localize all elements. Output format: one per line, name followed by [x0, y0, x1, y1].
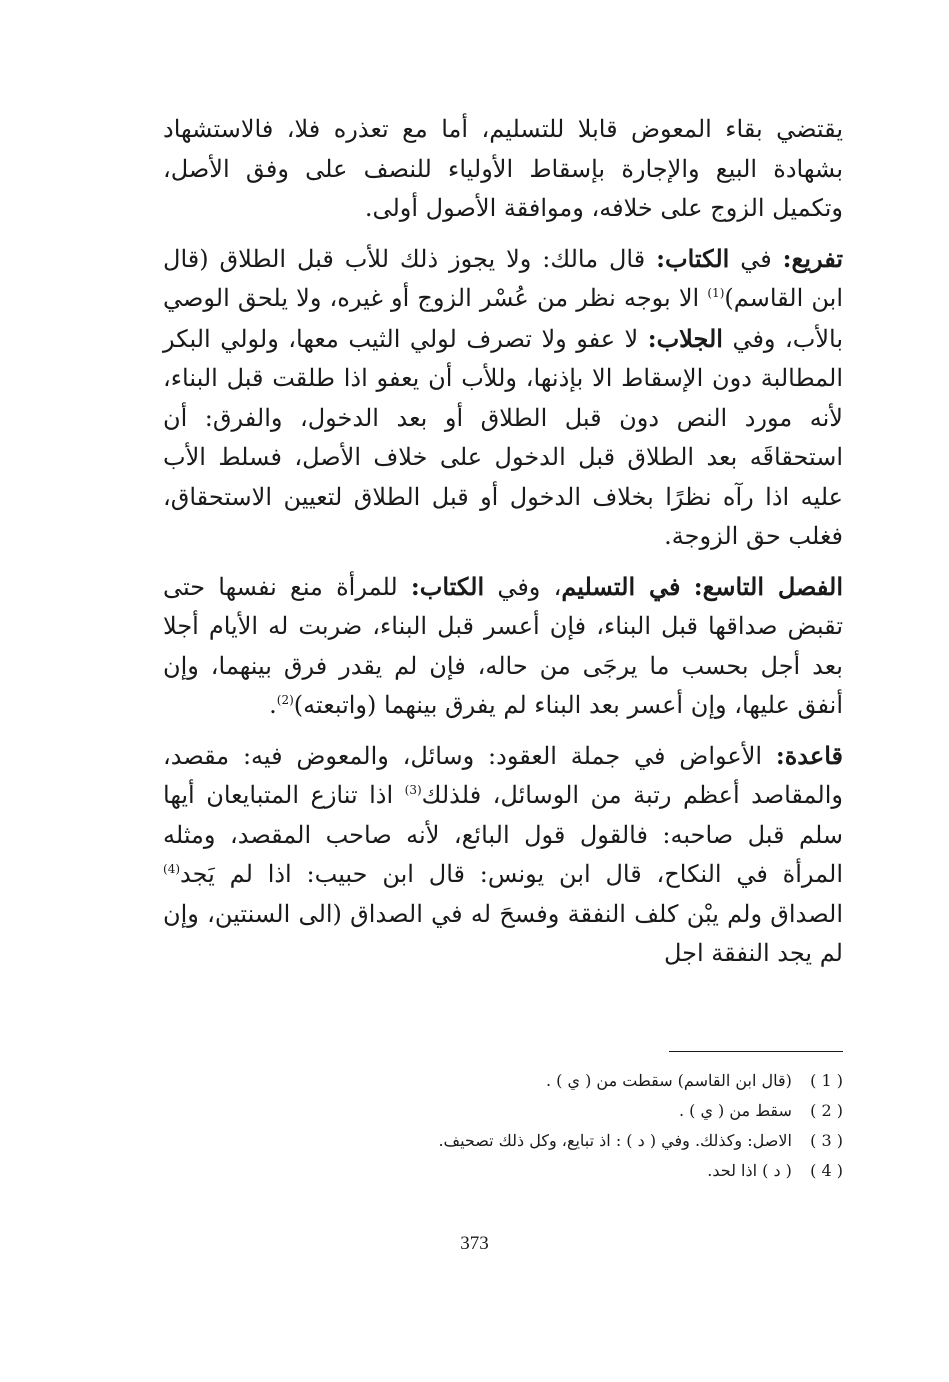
- paragraph-3-subject: في التسليم: [561, 571, 681, 601]
- paragraph-1: [163, 110, 843, 229]
- footnote-1-text: (قال ابن القاسم) سقطت من ( ي ) .: [545, 1071, 792, 1090]
- footnote-ref-2[interactable]: (2): [276, 693, 294, 707]
- paragraph-2-source-2: الجلاب:: [647, 323, 723, 353]
- paragraph-2-source: الكتاب:: [656, 243, 730, 273]
- paragraph-3-heading: الفصل التاسع:: [693, 571, 843, 601]
- paragraph-3-space: [681, 573, 694, 601]
- footnote-divider: [669, 1051, 843, 1052]
- paragraph-2-text-c: لا عفو ولا تصرف لولي الثيب معها، ولولي البكر المطالبة دون الإسقاط الا بإذنها، وللأب أن يعفو اذا طلقت قبل البناء، لأنه مورد النص دون قبل الطلاق أو بعد الدخول، والفرق: أن استحقاقَه بعد الطلاق قبل الدخول على خلاف الأصل، فسلط الأب عليه اذا رآه نظرًا بخلاف الدخول أو قبل الطلاق لتعيين الاستحقاق، فغلب حق الزوجة.: [163, 324, 843, 550]
- paragraph-1-text: يقتضي بقاء المعوض قابلا للتسليم، أما مع تعذره فلا، فالاستشهاد بشهادة البيع والإجارة بإسقاط الأولياء للنصف على وفق الأصل، وتكميل الزوج على خلافه، وموافقة الأصول أولى.: [163, 115, 843, 222]
- footnote-3-text: الاصل: وكذلك. وفي ( د ) : اذ تبايع، وكل ذلك تصحيف.: [438, 1131, 792, 1150]
- footnote-2-text: سقط من ( ي ) .: [678, 1101, 792, 1120]
- main-text: [163, 110, 843, 974]
- paragraph-3: [163, 567, 843, 726]
- footnote-4-text: ( د ) اذا لحد.: [707, 1161, 792, 1180]
- footnote-ref-1[interactable]: (1): [707, 286, 725, 300]
- footnote-4: [163, 1156, 843, 1186]
- paragraph-2: [163, 239, 843, 557]
- paragraph-3-text-b: .: [269, 691, 277, 719]
- footnote-1-number: ( 1 ): [810, 1071, 843, 1090]
- footnote-2-number: ( 2 ): [810, 1101, 843, 1120]
- footnote-1: [163, 1066, 843, 1096]
- footnote-ref-3[interactable]: (3): [404, 783, 422, 797]
- paragraph-3-text-a: للمرأة منع نفسها حتى تقبض صداقها قبل البناء، فإن أعسر قبل البناء، ضربت له الأيام أجلا بعد أجل بحسب ما يرجَى من حاله، فإن لم يقدر فرق بينهما، وإن أنفق عليها، وإن أعسر بعد البناء لم يفرق بينهما (واتبعته): [163, 572, 843, 719]
- footnote-3: [163, 1126, 843, 1156]
- paragraph-2-text-a: قال مالك: ولا يجوز ذلك للأب قبل الطلاق (قال ابن القاسم): [163, 244, 843, 312]
- footnotes: [163, 1066, 843, 1186]
- paragraph-2-connector: في: [729, 244, 783, 273]
- footnote-4-number: ( 4 ): [810, 1161, 843, 1180]
- paragraph-2-text-b: الا بوجه نظر من عُسْر الزوج أو غيره، ولا يلحق الوصي بالأب، وفي: [163, 284, 844, 353]
- footnote-2: [163, 1096, 843, 1126]
- paragraph-4-text-b: اذا تنازع المتبايعان أيها سلم قبل صاحبه: فالقول قول البائع، لأنه صاحب المقصد، ومثله المرأة في النكاح، قال ابن يونس: قال ابن حبيب: اذا لم يَجد: [163, 781, 843, 888]
- footnote-ref-4[interactable]: (4): [163, 862, 181, 876]
- paragraph-4-text-a: الأعواض في جملة العقود: وسائل، والمعوض فيه: مقصد، والمقاصد أعظم رتبة من الوسائل، فلذلك: [163, 741, 843, 809]
- paragraph-4-text-c: الصداق ولم يبْن كلف النفقة وفسحَ له في الصداق (الى السنتين، وإن لم يجد النفقة اجل: [163, 899, 843, 967]
- paragraph-2-heading: تفريع:: [782, 243, 844, 273]
- paragraph-3-source: الكتاب:: [410, 571, 485, 601]
- paragraph-4-heading: قاعدة:: [775, 740, 843, 770]
- paragraph-4: [163, 736, 843, 974]
- page-number: 373: [460, 1233, 489, 1254]
- paragraph-3-connector: ، وفي: [484, 572, 562, 601]
- footnote-3-number: ( 3 ): [810, 1131, 843, 1150]
